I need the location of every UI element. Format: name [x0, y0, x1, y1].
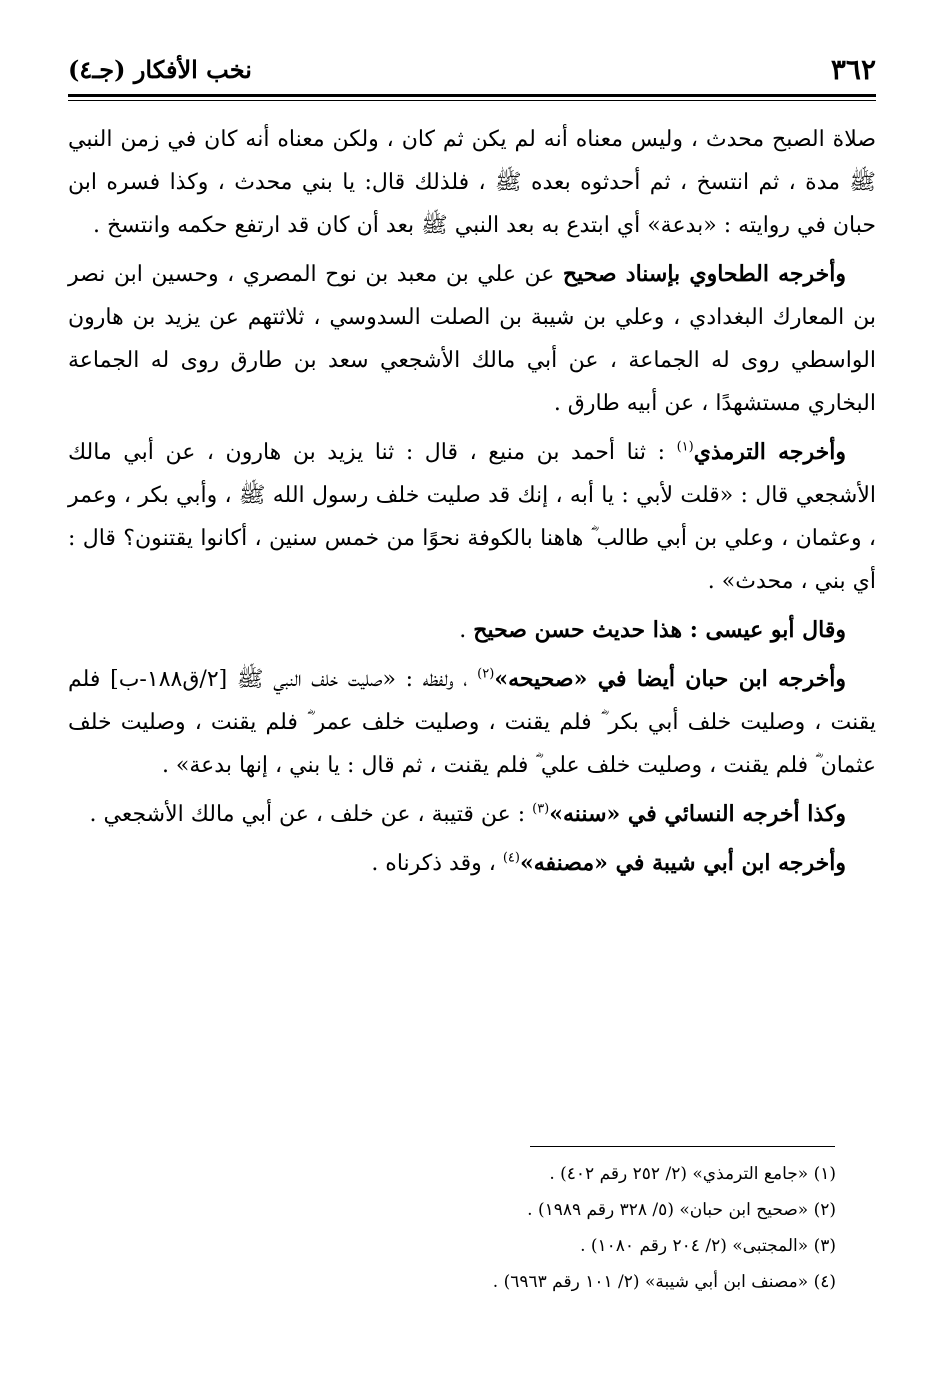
paragraph-text: : ثنا أحمد بن منيع ، قال : ثنا يزيد بن هارون ، عن أبي مالك الأشجعي قال : «قلت لأبي : يا أبه ، إنك قد صليت خلف رسول الله ﷺ ، وأبي بكر ، وعمر ، وعثمان ، وعلي بن أبي طالب ؓ هاهنا بالكوفة نحوًا من خمس سنين ، أكانوا يقتنون؟ قال : أي بني ، محدث» .: [68, 440, 876, 594]
paragraph: [68, 842, 876, 885]
footnote-reference[interactable]: (١): [676, 439, 694, 455]
paragraph-lead: وأخرجه الترمذي: [693, 439, 846, 465]
footnote: (٣) «المجتبى» (٢/ ٢٠٤ رقم ١٠٨٠) .: [580, 1236, 836, 1256]
paragraph-text: عن علي بن معبد بن نوح المصري ، وحسين ابن نصر بن المعارك البغدادي ، وعلي بن شيبة بن الصلت السدوسي ، ثلاثتهم عن يزيد بن هارون الواسطي روى له الجماعة ، عن أبي مالك الأشجعي سعد بن طارق روى له الجماعة البخاري مستشهدًا ، عن أبيه طارق .: [68, 262, 876, 416]
paragraph-text: صلاة الصبح محدث ، وليس معناه أنه لم يكن ثم كان ، ولكن معناه أنه كان في زمن النبي ﷺ مدة ، ثم انتسخ ، ثم أحدثوه بعده ﷺ ، فلذلك قال: يا بني محدث ، وكذا فسره ابن حبان في روايته : «بدعة» أي ابتدع به بعد النبي ﷺ بعد أن كان قد ارتفع حكمه وانتسخ .: [68, 127, 876, 238]
footnote: (١) «جامع الترمذي» (٢/ ٢٥٢ رقم ٤٠٢) .: [549, 1164, 836, 1184]
paragraph: [68, 658, 876, 787]
paragraph-lead: وأخرجه الطحاوي بإسناد صحيح: [562, 261, 846, 287]
footnote-reference[interactable]: (٤): [502, 850, 520, 866]
footnote: (٢) «صحيح ابن حبان» (٥/ ٣٢٨ رقم ١٩٨٩) .: [527, 1200, 836, 1220]
main-text: [68, 118, 876, 891]
footnote-reference[interactable]: (٣): [532, 801, 550, 817]
running-title: نخب الأفكار (جـ٤): [68, 55, 252, 84]
paragraph: [68, 609, 876, 652]
paragraph-text: : عن قتيبة ، عن خلف ، عن أبي مالك الأشجعي .: [89, 802, 533, 827]
paragraph-lead: وقال أبو عيسى : هذا حديث حسن صحيح: [473, 617, 846, 643]
paragraph-text: .: [459, 618, 474, 643]
header-rule: [68, 94, 876, 97]
header-rule-thin: [68, 100, 876, 101]
paragraph: [68, 793, 876, 836]
page-header: [68, 50, 876, 90]
page-number: ٣٦٢: [830, 53, 876, 86]
paragraph-text: ، ولفظه : «صليت خلف النبي ﷺ [٢/ق١٨٨-ب] فلم يقنت ، وصليت خلف أبي بكر ؓ فلم يقنت ، وصليت خلف عمر ؓ فلم يقنت ، وصليت خلف عثمان ؓ فلم يقنت ، وصليت خلف علي ؓ فلم يقنت ، ثم قال : يا بني ، إنها بدعة» .: [68, 667, 876, 778]
footnote: (٤) «مصنف ابن أبي شيبة» (٢/ ١٠١ رقم ٦٩٦٣) .: [492, 1272, 836, 1292]
paragraph-lead: وأخرجه ابن أبي شيبة في «مصنفه»: [519, 850, 846, 876]
paragraph: [68, 253, 876, 425]
footnote-separator: [530, 1146, 835, 1147]
paragraph-text: ، وقد ذكرناه .: [371, 851, 503, 876]
paragraph: [68, 431, 876, 603]
footnotes: [68, 1156, 836, 1300]
paragraph-lead: وكذا أخرجه النسائي في «سننه»: [549, 801, 846, 827]
paragraph-lead: وأخرجه ابن حبان أيضا في «صحيحه»: [494, 666, 846, 692]
footnote-reference[interactable]: (٢): [477, 666, 495, 682]
paragraph: [68, 118, 876, 247]
